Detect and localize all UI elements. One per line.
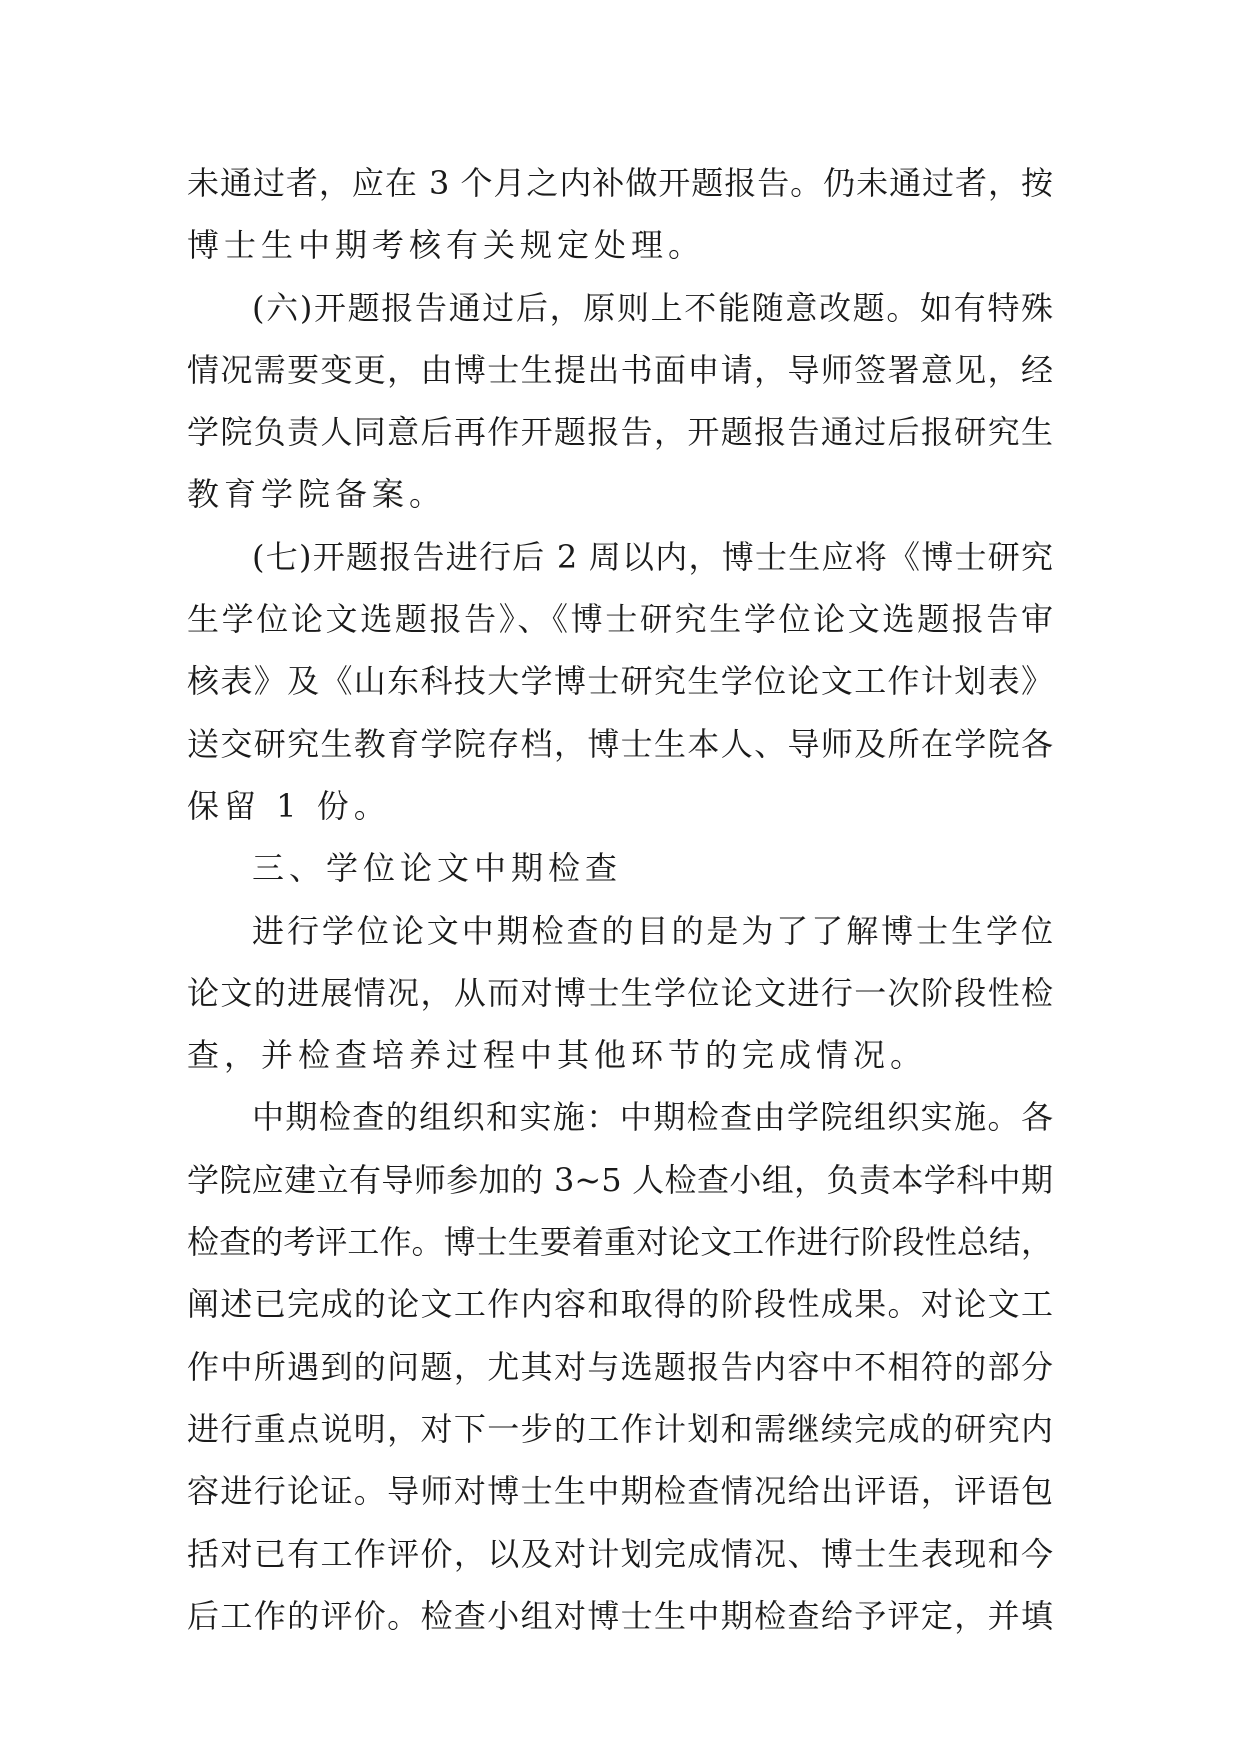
- text-line: 教育学院备案。: [187, 475, 447, 514]
- text-line: 后工作的评价。检查小组对博士生中期检查给予评定，并填: [187, 1596, 1053, 1635]
- text-line: 作中所遇到的问题，尤其对与选题报告内容中不相符的部分: [187, 1347, 1053, 1386]
- text-line: 容进行论证。导师对博士生中期检查情况给出评语，评语包: [187, 1472, 1053, 1511]
- text-line: 进行重点说明，对下一步的工作计划和需继续完成的研究内: [187, 1409, 1053, 1448]
- text-line: 送交研究生教育学院存档，博士生本人、导师及所在学院各: [187, 724, 1053, 763]
- text-line: (七)开题报告进行后 2 周以内，博士生应将《博士研究: [252, 537, 1053, 576]
- text-line: 保留 1 份。: [187, 786, 391, 825]
- text-line: 检查的考评工作。博士生要着重对论文工作进行阶段性总结，: [187, 1223, 1053, 1262]
- text-line: 进行学位论文中期检查的目的是为了了解博士生学位: [252, 911, 1053, 950]
- text-line: 生学位论文选题报告》、《博士研究生学位论文选题报告审: [187, 600, 1053, 639]
- text-line: 情况需要变更，由博士生提出书面申请，导师签署意见，经: [187, 350, 1053, 389]
- text-line: 论文的进展情况，从而对博士生学位论文进行一次阶段性检: [187, 973, 1053, 1012]
- text-line: 括对已有工作评价，以及对计划完成情况、博士生表现和今: [187, 1534, 1053, 1573]
- text-line: 查，并检查培养过程中其他环节的完成情况。: [187, 1036, 928, 1075]
- document-body: [187, 152, 1053, 1647]
- text-line: 中期检查的组织和实施：中期检查由学院组织实施。各: [252, 1098, 1053, 1137]
- text-line: 阐述已完成的论文工作内容和取得的阶段性成果。对论文工: [187, 1285, 1053, 1324]
- section-heading: 三、学位论文中期检查: [252, 849, 623, 888]
- text-line: 博士生中期考核有关规定处理。: [187, 226, 706, 265]
- text-line: 核表》及《山东科技大学博士研究生学位论文工作计划表》: [187, 662, 1053, 701]
- text-line: 学院应建立有导师参加的 3~5 人检查小组，负责本学科中期: [187, 1160, 1053, 1199]
- text-line: 未通过者，应在 3 个月之内补做开题报告。仍未通过者，按: [187, 164, 1053, 202]
- text-line: 学院负责人同意后再作开题报告，开题报告通过后报研究生: [187, 413, 1053, 452]
- text-line: (六)开题报告通过后，原则上不能随意改题。如有特殊: [252, 288, 1053, 327]
